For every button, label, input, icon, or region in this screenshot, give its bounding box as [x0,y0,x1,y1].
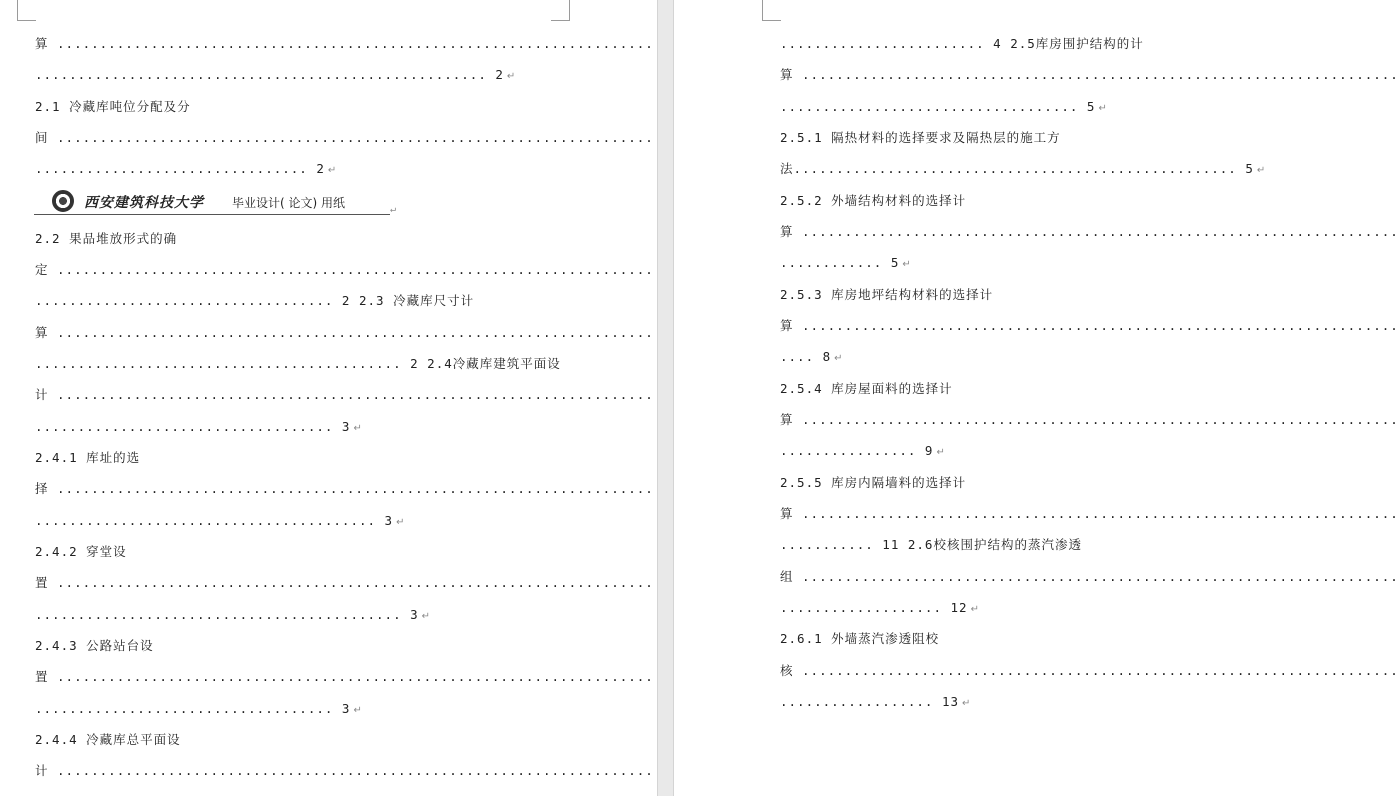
toc-line [780,97,1107,117]
toc-line-text: 2.5.5 库房内隔墙料的选择计 [780,475,967,490]
toc-line-text: 算 ...................................................................... [780,412,1399,427]
toc-line-text: 置 ...................................................................... [35,575,654,590]
toc-line [35,511,404,531]
toc-line-text: ................... 12 [780,600,968,615]
toc-line [780,159,1265,179]
toc-line [780,253,911,273]
toc-line [35,97,191,117]
left-document-page [0,0,657,796]
toc-line [780,347,843,367]
toc-line [780,410,1399,430]
toc-line [780,661,1399,681]
toc-line [35,128,654,148]
toc-line [35,448,140,468]
toc-line-text: ........................................... 3 [35,607,419,622]
toc-line [35,159,336,179]
return-mark-icon: ↵ [902,259,911,270]
return-mark-icon: ↵ [327,165,337,176]
toc-line-text: ........................ 4 2.5库房围护结构的计 [780,36,1144,51]
toc-line-text: 间 ...................................................................... [35,130,654,145]
toc-line-text: 算 ...................................................................... [780,224,1399,239]
toc-line [780,222,1399,242]
toc-line-text: 2.5.4 库房屋面料的选择计 [780,381,953,396]
toc-line [780,34,1144,54]
toc-line-text: 算 ...................................................................... [780,506,1399,521]
return-mark-icon: ↵ [390,204,397,215]
toc-line [780,441,945,461]
toc-line-text: 置 ...................................................................... [35,669,654,684]
toc-line-text: 计 ...................................................................... [35,387,654,402]
return-mark-icon: ↵ [1098,103,1107,114]
toc-line-text: ........... 11 2.6校核围护结构的蒸汽渗透 [780,537,1082,552]
toc-line [780,473,966,493]
toc-line-text: 2.2 果品堆放形式的确 [35,231,178,246]
return-mark-icon: ↵ [506,71,516,82]
toc-line-text: 择 ...................................................................... [35,481,654,496]
toc-line-text: 2.5.2 外墙结构材料的选择计 [780,193,967,208]
toc-line [35,636,154,656]
toc-line [35,291,474,311]
university-name: 西安建筑科技大学 [84,195,204,211]
return-mark-icon: ↵ [396,517,405,528]
return-mark-icon: ↵ [1256,165,1266,176]
toc-line [780,191,966,211]
toc-line [35,479,654,499]
university-banner [52,188,397,218]
toc-line-text: .................. 13 [780,694,960,709]
toc-line-text: 算 ...................................................................... [780,318,1399,333]
toc-line [35,323,654,343]
toc-line [35,34,654,54]
toc-line-text: 算 ...................................................................... [35,325,654,340]
toc-line [35,65,515,85]
toc-line-text: 核 ...................................................................... [780,663,1399,678]
toc-line [35,260,654,280]
toc-line [35,354,561,374]
toc-line-text: ................ 9 [780,443,934,458]
toc-line [780,629,939,649]
toc-line-text: ................................... 2 2.3 冷藏库尺寸计 [35,293,475,308]
toc-line-text: 2.5.3 库房地坪结构材料的选择计 [780,287,994,302]
toc-line-text: ................................ 2 [35,161,325,176]
toc-line-text: 2.6.1 外墙蒸汽渗透阻校 [780,631,940,646]
toc-line [780,128,1061,148]
toc-line [780,285,993,305]
toc-line [35,417,362,437]
toc-line [35,761,654,781]
toc-line [780,379,953,399]
toc-line [35,699,362,719]
return-mark-icon: ↵ [353,423,362,434]
toc-line-text: 2.4.3 公路站台设 [35,638,154,653]
return-mark-icon: ↵ [421,611,431,622]
toc-line [35,573,654,593]
header-rule [34,214,390,215]
return-mark-icon: ↵ [970,604,979,615]
return-mark-icon: ↵ [353,705,362,716]
university-seal-icon [52,190,74,212]
toc-line-text: ........................................ 3 [35,513,394,528]
toc-line-text: 2.4.1 库址的选 [35,450,141,465]
toc-line-text: ........................................... 2 2.4冷藏库建筑平面设 [35,356,561,371]
paper-label: 毕业设计( 论文) 用纸 [232,196,345,210]
toc-line [780,504,1399,524]
toc-line-text: 计 ...................................................................... [35,763,654,778]
page-corner-mark [762,0,781,21]
toc-line [780,598,979,618]
toc-line-text: .... 8 [780,349,832,364]
toc-line-text: 2.4.4 冷藏库总平面设 [35,732,181,747]
toc-line-text: 2.5.1 隔热材料的选择要求及隔热层的施工方 [780,130,1061,145]
toc-line-text: 法.................................................... 5 [780,161,1254,176]
toc-line [780,316,1399,336]
page-corner-mark [551,0,570,21]
page-gap [657,0,674,796]
toc-line [780,65,1399,85]
toc-line-text: ..................................................... 2 [35,67,504,82]
toc-line [35,605,430,625]
toc-line [35,229,177,249]
toc-line-text: 2.4.2 穿堂设 [35,544,127,559]
toc-line [35,730,181,750]
toc-line-text: 2.1 冷藏库吨位分配及分 [35,99,191,114]
toc-line [35,542,127,562]
page-corner-mark [17,0,36,21]
toc-line [780,692,970,712]
return-mark-icon: ↵ [834,353,843,364]
right-document-page [674,0,1399,796]
toc-line-text: ................................... 3 [35,419,351,434]
toc-line [35,385,654,405]
toc-line-text: 定 ...................................................................... [35,262,654,277]
toc-line-text: 算 ...................................................................... [780,67,1399,82]
toc-line-text: ................................... 5 [780,99,1096,114]
toc-line-text: ................................... 3 [35,701,351,716]
toc-line-text: ............ 5 [780,255,900,270]
toc-line-text: 算 ...................................................................... [35,36,654,51]
toc-line [780,567,1399,587]
return-mark-icon: ↵ [936,447,945,458]
return-mark-icon: ↵ [962,698,971,709]
toc-line [35,667,654,687]
toc-line-text: 组 ...................................................................... [780,569,1399,584]
toc-line [780,535,1082,555]
